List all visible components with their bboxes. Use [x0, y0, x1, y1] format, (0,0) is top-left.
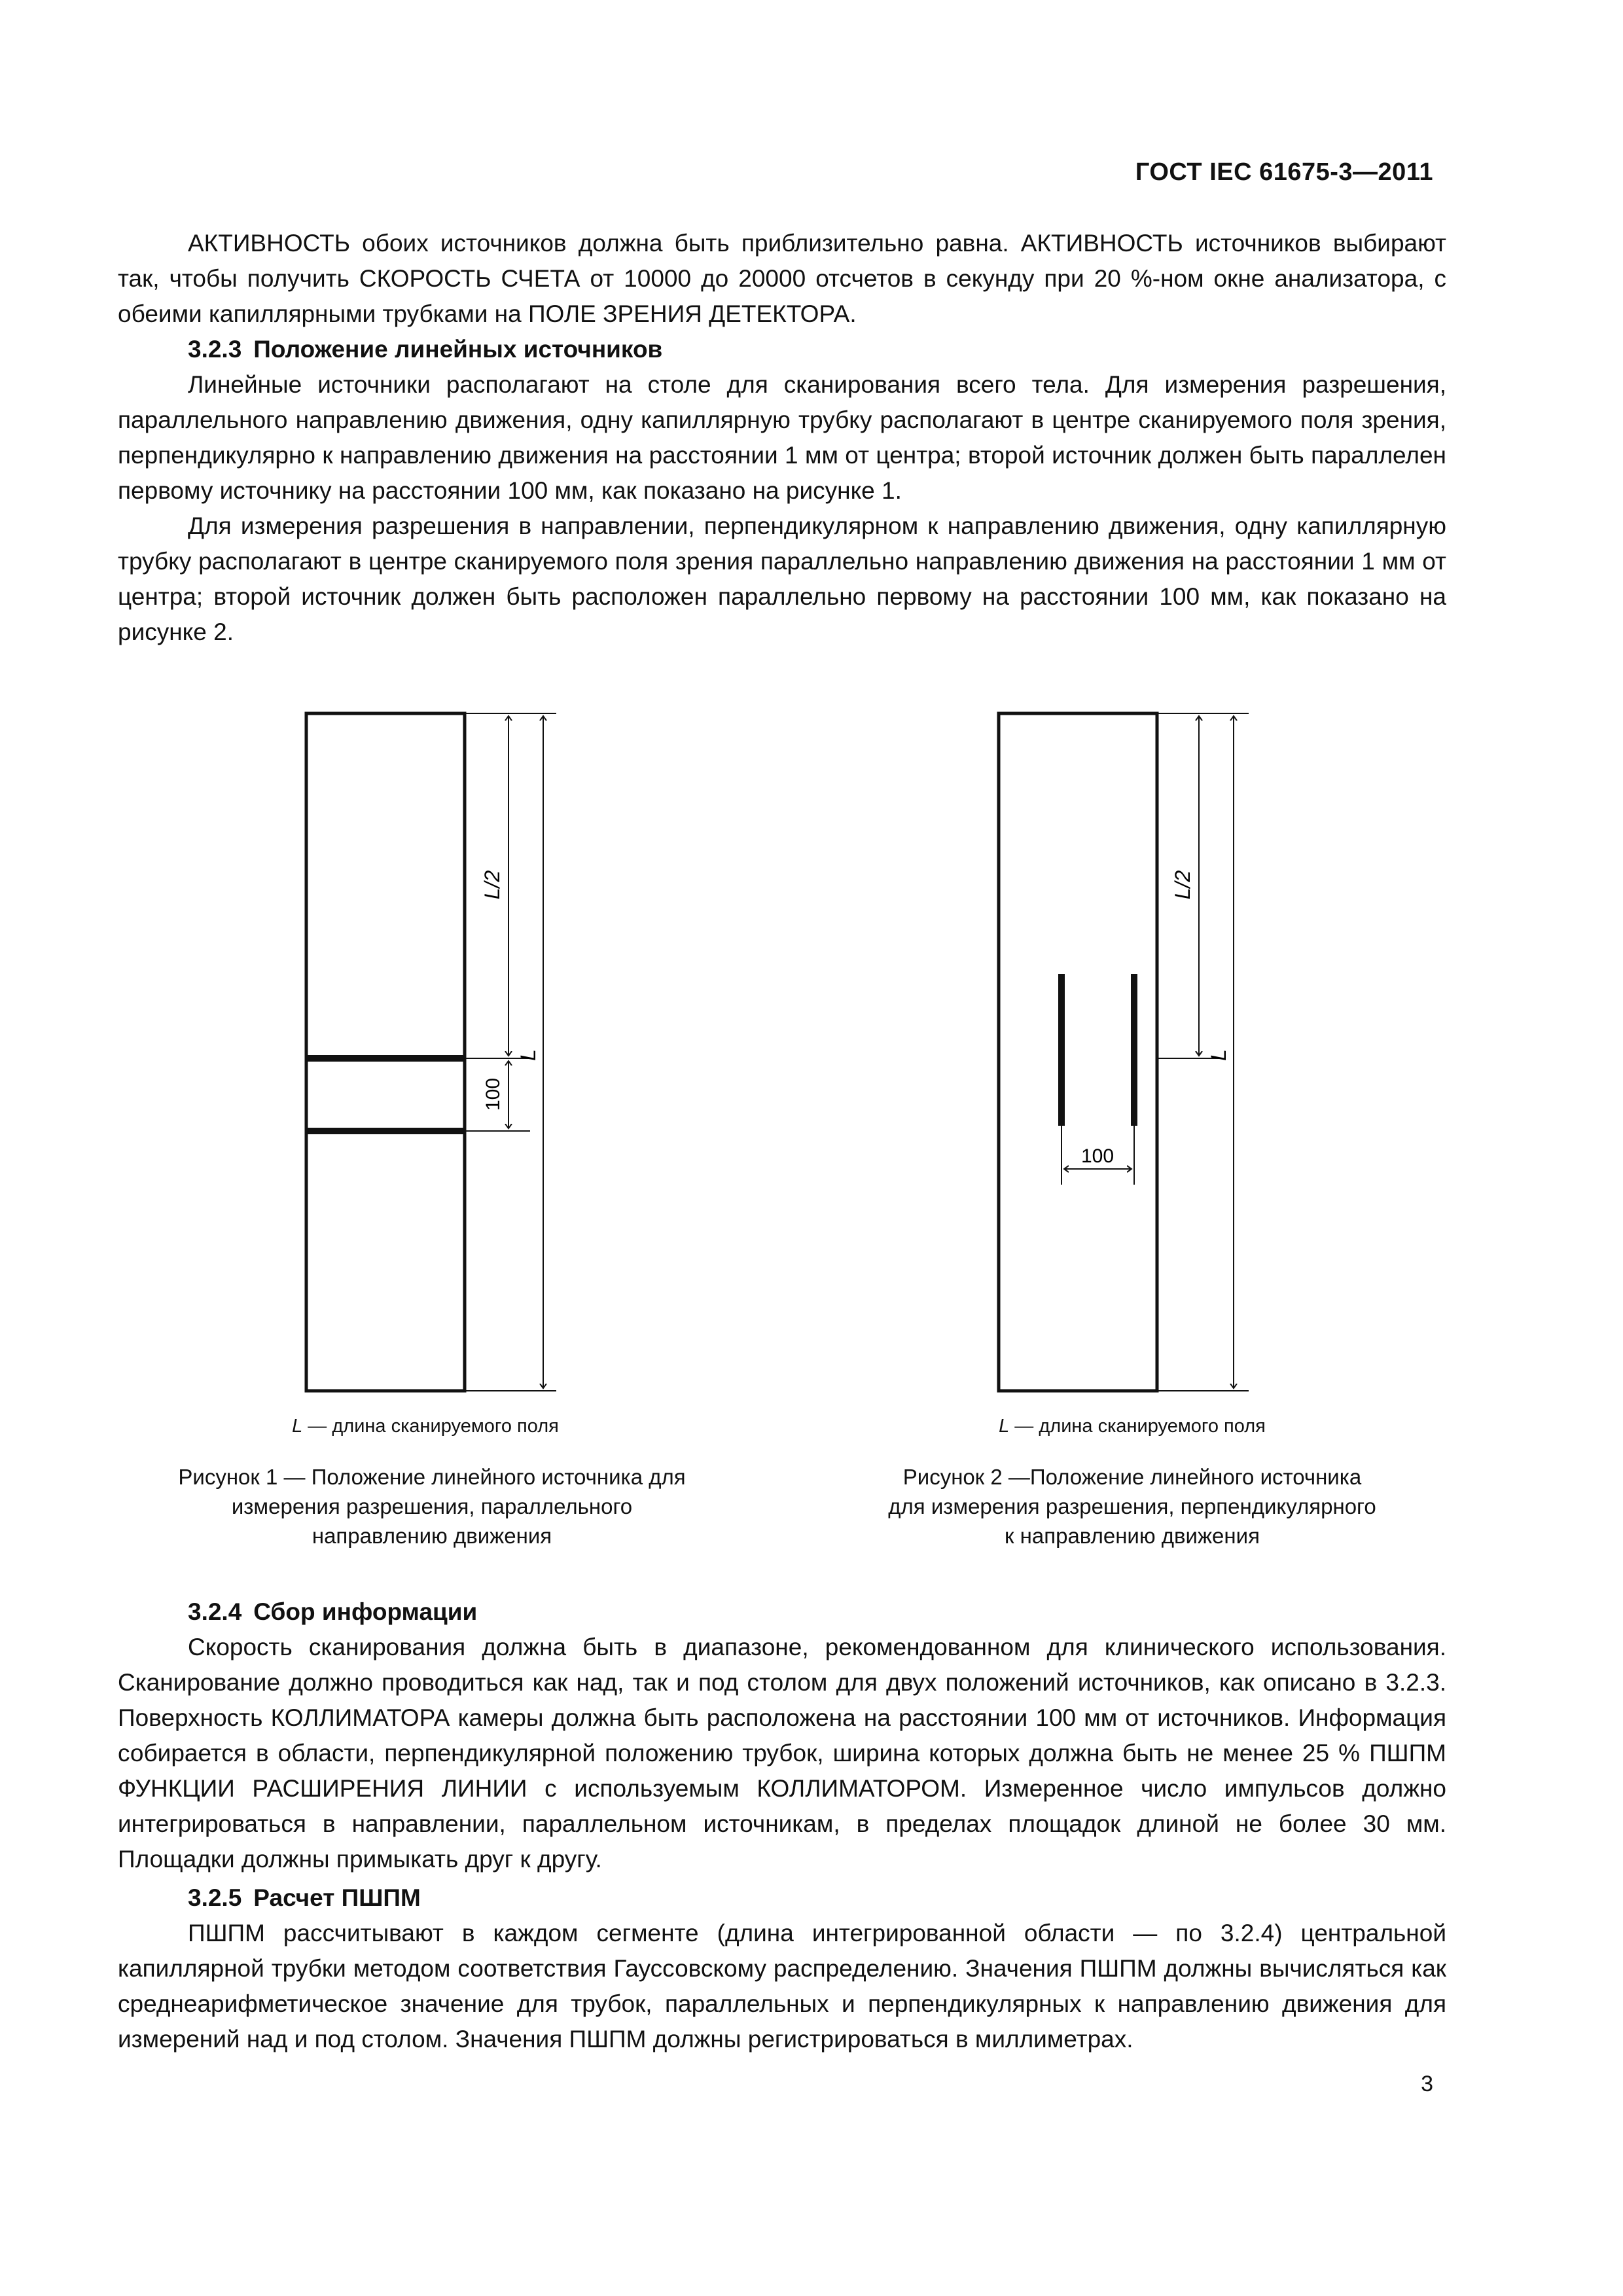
caption-line: направлению движения	[312, 1524, 552, 1548]
figure-2-legend	[903, 1416, 1361, 1437]
figure-1-caption	[118, 1462, 746, 1551]
half-length-label: L/2	[480, 870, 504, 900]
figure-1-drawing	[281, 694, 609, 1401]
section-heading-3-2-3	[188, 332, 662, 367]
section-number: 3.2.5	[188, 1884, 242, 1911]
figure-2	[969, 694, 1296, 1404]
figure-2-caption	[818, 1462, 1446, 1551]
paragraph: ПШПМ рассчитывают в каждом сегменте (длина интегрированной области — по 3.2.4) центральной капиллярной трубки методом соответствия Гауссовскому распределению. Значения ПШПМ должны вычисляться как среднеарифметическое значение для трубок, параллельных и перпендикулярных к направлению движения для измерений над и под столом. Значения ПШПМ должны регистрироваться в миллиметрах.	[118, 1920, 1446, 2053]
full-length-label: L	[516, 1049, 540, 1061]
section-title: Сбор информации	[253, 1598, 478, 1625]
paragraph: Скорость сканирования должна быть в диапазоне, рекомендованном для клинического использования. Сканирование должно проводиться как над, так и под столом для двух положений источников, как описано в 3.2.3. Поверхность КОЛЛИМАТОРА камеры должна быть расположена на расстоянии 100 мм от источников. Информация собирается в области, перпендикулярной положению трубок, ширина которых должна быть не менее 25 % ПШПМ ФУНКЦИИ РАСШИРЕНИЯ ЛИНИИ с используемым КОЛЛИМАТОРОМ. Измеренное число импульсов должно интегрироваться в направлении, параллельном источникам, в пределах площадок длиной не более 30 мм. Площадки должны примыкать друг к другу.	[118, 1634, 1446, 1873]
section-3-2-3-body	[118, 367, 1446, 650]
figure-1-legend	[196, 1416, 654, 1437]
section-3-2-4-body	[118, 1630, 1446, 1877]
section-number: 3.2.4	[188, 1598, 242, 1625]
legend-text: — длина сканируемого поля	[1009, 1416, 1266, 1437]
figure-2-drawing	[969, 694, 1296, 1401]
section-title: Расчет ПШПМ	[253, 1884, 421, 1911]
half-length-label: L/2	[1171, 870, 1194, 900]
caption-line: Рисунок 1 — Положение линейного источника для	[178, 1465, 686, 1489]
gap-label: 100	[482, 1077, 504, 1111]
section-number: 3.2.3	[188, 336, 242, 363]
figure-1	[281, 694, 609, 1404]
section-3-2-5-body	[118, 1916, 1446, 2057]
standard-header: ГОСТ IEC 61675-3—2011	[1135, 158, 1433, 186]
intro-paragraph: АКТИВНОСТЬ обоих источников должна быть приблизительно равна. АКТИВНОСТЬ источников выбирают так, чтобы получить СКОРОСТЬ СЧЕТА от 10000 до 20000 отсчетов в секунду при 20 %-ном окне анализатора, с обеими капиллярными трубками на ПОЛЕ ЗРЕНИЯ ДЕТЕКТОРА.	[118, 230, 1446, 327]
section-heading-3-2-5	[188, 1880, 421, 1916]
paragraph: Линейные источники располагают на столе для сканирования всего тела. Для измерения разрешения, параллельного направлению движения, одну капиллярную трубку располагают в центре сканируемого поля зрения, перпендикулярно к направлению движения на расстоянии 1 мм от центра; второй источник должен быть параллелен первому источнику на расстоянии 100 мм, как показано на рисунке 1.	[118, 371, 1446, 504]
paragraph: Для измерения разрешения в направлении, перпендикулярном к направлению движения, одну капиллярную трубку располагают в центре сканируемого поля зрения параллельно направлению движения на расстоянии 1 мм от центра; второй источник должен быть расположен параллельно первому на расстоянии 100 мм, как показано на рисунке 2.	[118, 512, 1446, 645]
page-number: 3	[1421, 2072, 1433, 2096]
section-title: Положение линейных источников	[253, 336, 663, 363]
scan-field-rect	[306, 713, 465, 1391]
legend-symbol: L	[292, 1416, 303, 1437]
caption-line: измерения разрешения, параллельного	[231, 1494, 633, 1518]
caption-line: для измерения разрешения, перпендикулярного	[888, 1494, 1376, 1518]
intro-block	[118, 226, 1446, 332]
legend-text: — длина сканируемого поля	[302, 1416, 559, 1437]
legend-symbol: L	[999, 1416, 1010, 1437]
caption-line: Рисунок 2 —Положение линейного источника	[902, 1465, 1362, 1489]
caption-line: к направлению движения	[1005, 1524, 1260, 1548]
full-length-label: L	[1207, 1049, 1230, 1061]
gap-label: 100	[1080, 1145, 1115, 1167]
section-heading-3-2-4	[188, 1594, 477, 1630]
